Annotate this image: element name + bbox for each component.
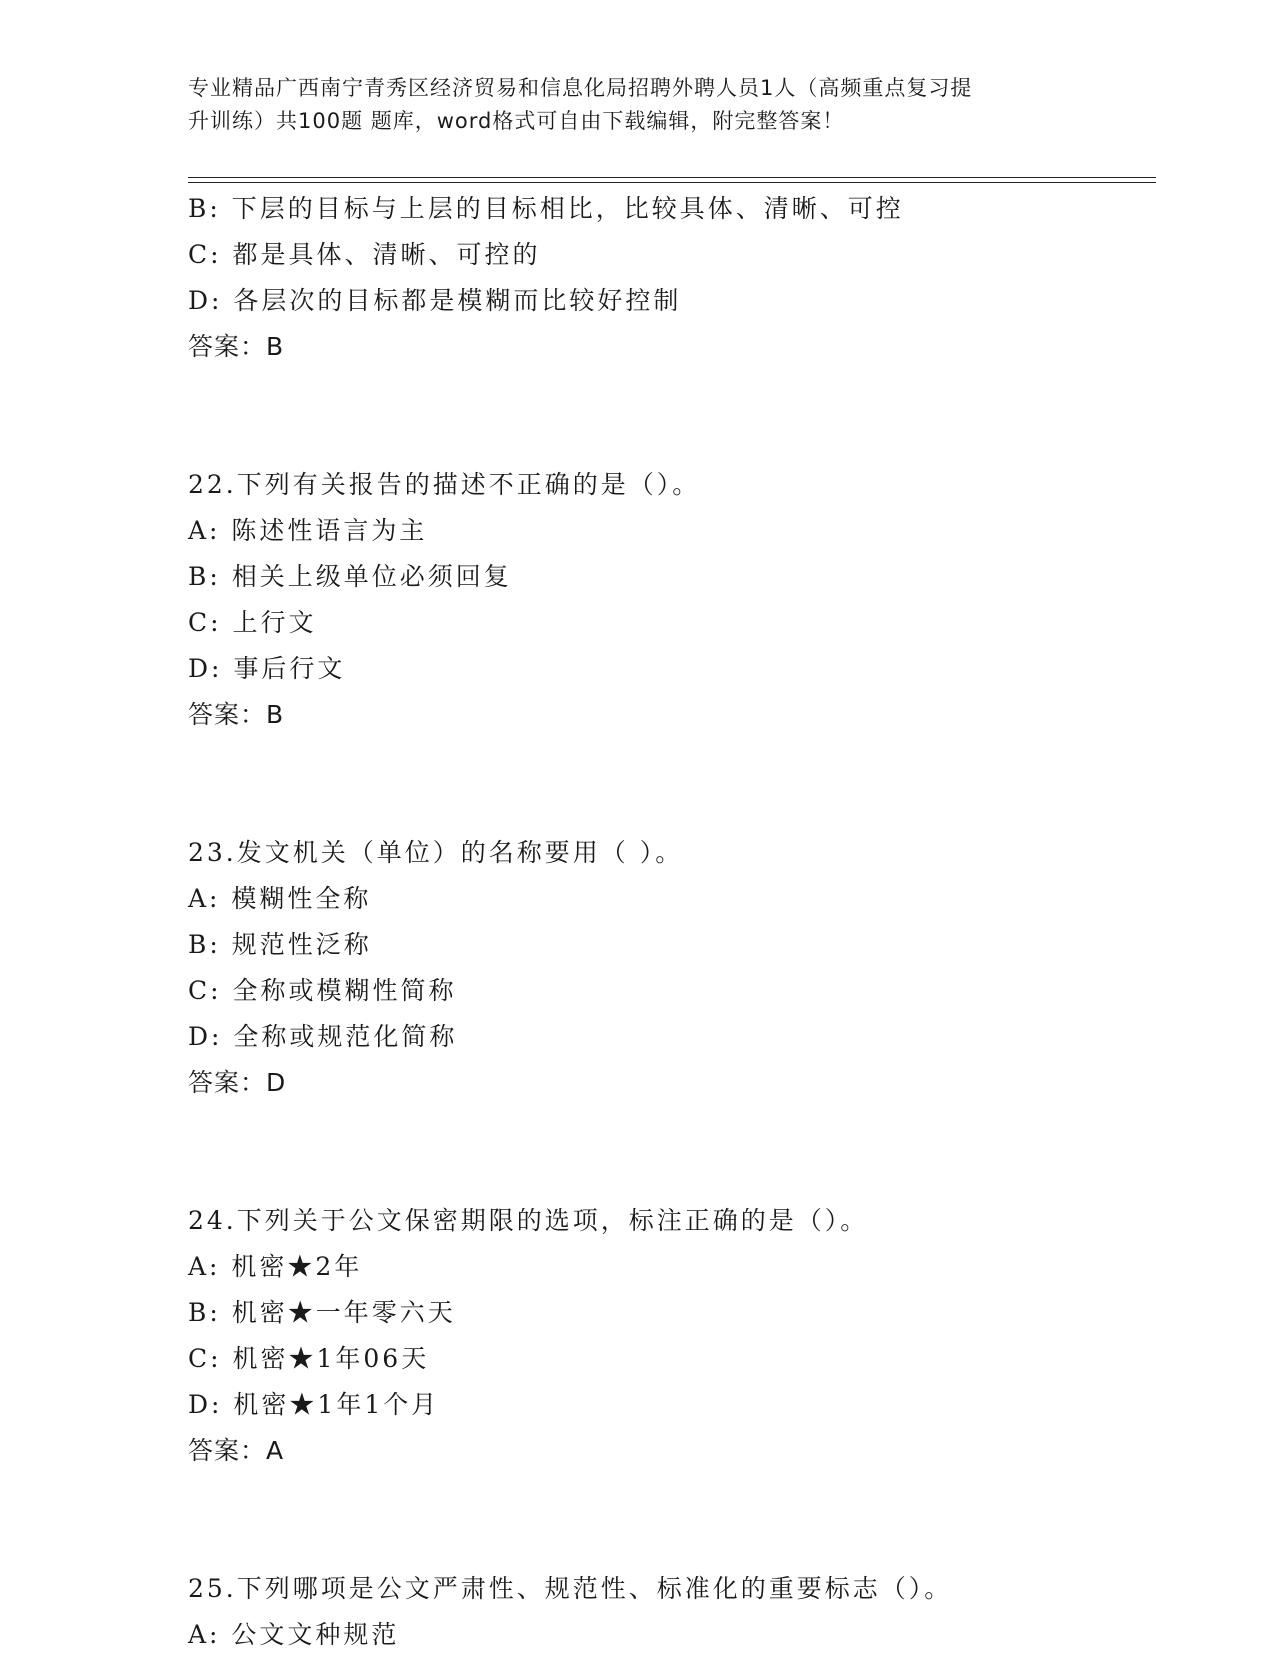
answer-text: 答案：B (188, 332, 285, 361)
option-d: D: 事后行文 (188, 654, 346, 683)
header-divider-bottom (188, 182, 1156, 183)
question-stem: 25.下列哪项是公文严肃性、规范性、标准化的重要标志（）。 (188, 1574, 953, 1603)
option-d: D: 机密★1年1个月 (188, 1390, 440, 1419)
question-block (188, 830, 1148, 1106)
option-b: B: 下层的目标与上层的目标相比，比较具体、清晰、可控 (188, 194, 904, 223)
answer-text: 答案：B (188, 700, 285, 729)
option-d: D: 各层次的目标都是模糊而比较好控制 (188, 286, 682, 315)
option-c: C: 全称或模糊性简称 (188, 976, 457, 1005)
option-c: C: 都是具体、清晰、可控的 (188, 240, 541, 269)
question-list (188, 186, 1148, 1658)
option-a: A: 机密★2年 (188, 1252, 363, 1281)
option-b: B: 相关上级单位必须回复 (188, 562, 512, 591)
header-divider-top (188, 177, 1156, 178)
question-stem: 23.发文机关（单位）的名称要用（ ）。 (188, 838, 684, 867)
option-c: C: 机密★1年06天 (188, 1344, 430, 1373)
header-line-1: 专业精品广西南宁青秀区经济贸易和信息化局招聘外聘人员1人（高频重点复习提 (188, 76, 973, 100)
question-block (188, 1566, 1148, 1658)
question-stem: 24.下列关于公文保密期限的选项，标注正确的是（）。 (188, 1206, 869, 1235)
option-c: C: 上行文 (188, 608, 317, 637)
question-stem: 22.下列有关报告的描述不正确的是（）。 (188, 470, 701, 499)
document-header (188, 72, 1088, 138)
header-line-2: 升训练）共100题 题库，word格式可自由下载编辑，附完整答案！ (188, 109, 845, 133)
question-block (188, 186, 1148, 370)
question-block (188, 462, 1148, 738)
option-b: B: 规范性泛称 (188, 930, 372, 959)
answer-text: 答案：D (188, 1068, 287, 1097)
option-d: D: 全称或规范化简称 (188, 1022, 458, 1051)
option-a: A: 陈述性语言为主 (188, 516, 428, 545)
option-b: B: 机密★一年零六天 (188, 1298, 456, 1327)
option-a: A: 公文文种规范 (188, 1620, 400, 1649)
option-a: A: 模糊性全称 (188, 884, 372, 913)
question-block (188, 1198, 1148, 1474)
answer-text: 答案：A (188, 1436, 285, 1465)
